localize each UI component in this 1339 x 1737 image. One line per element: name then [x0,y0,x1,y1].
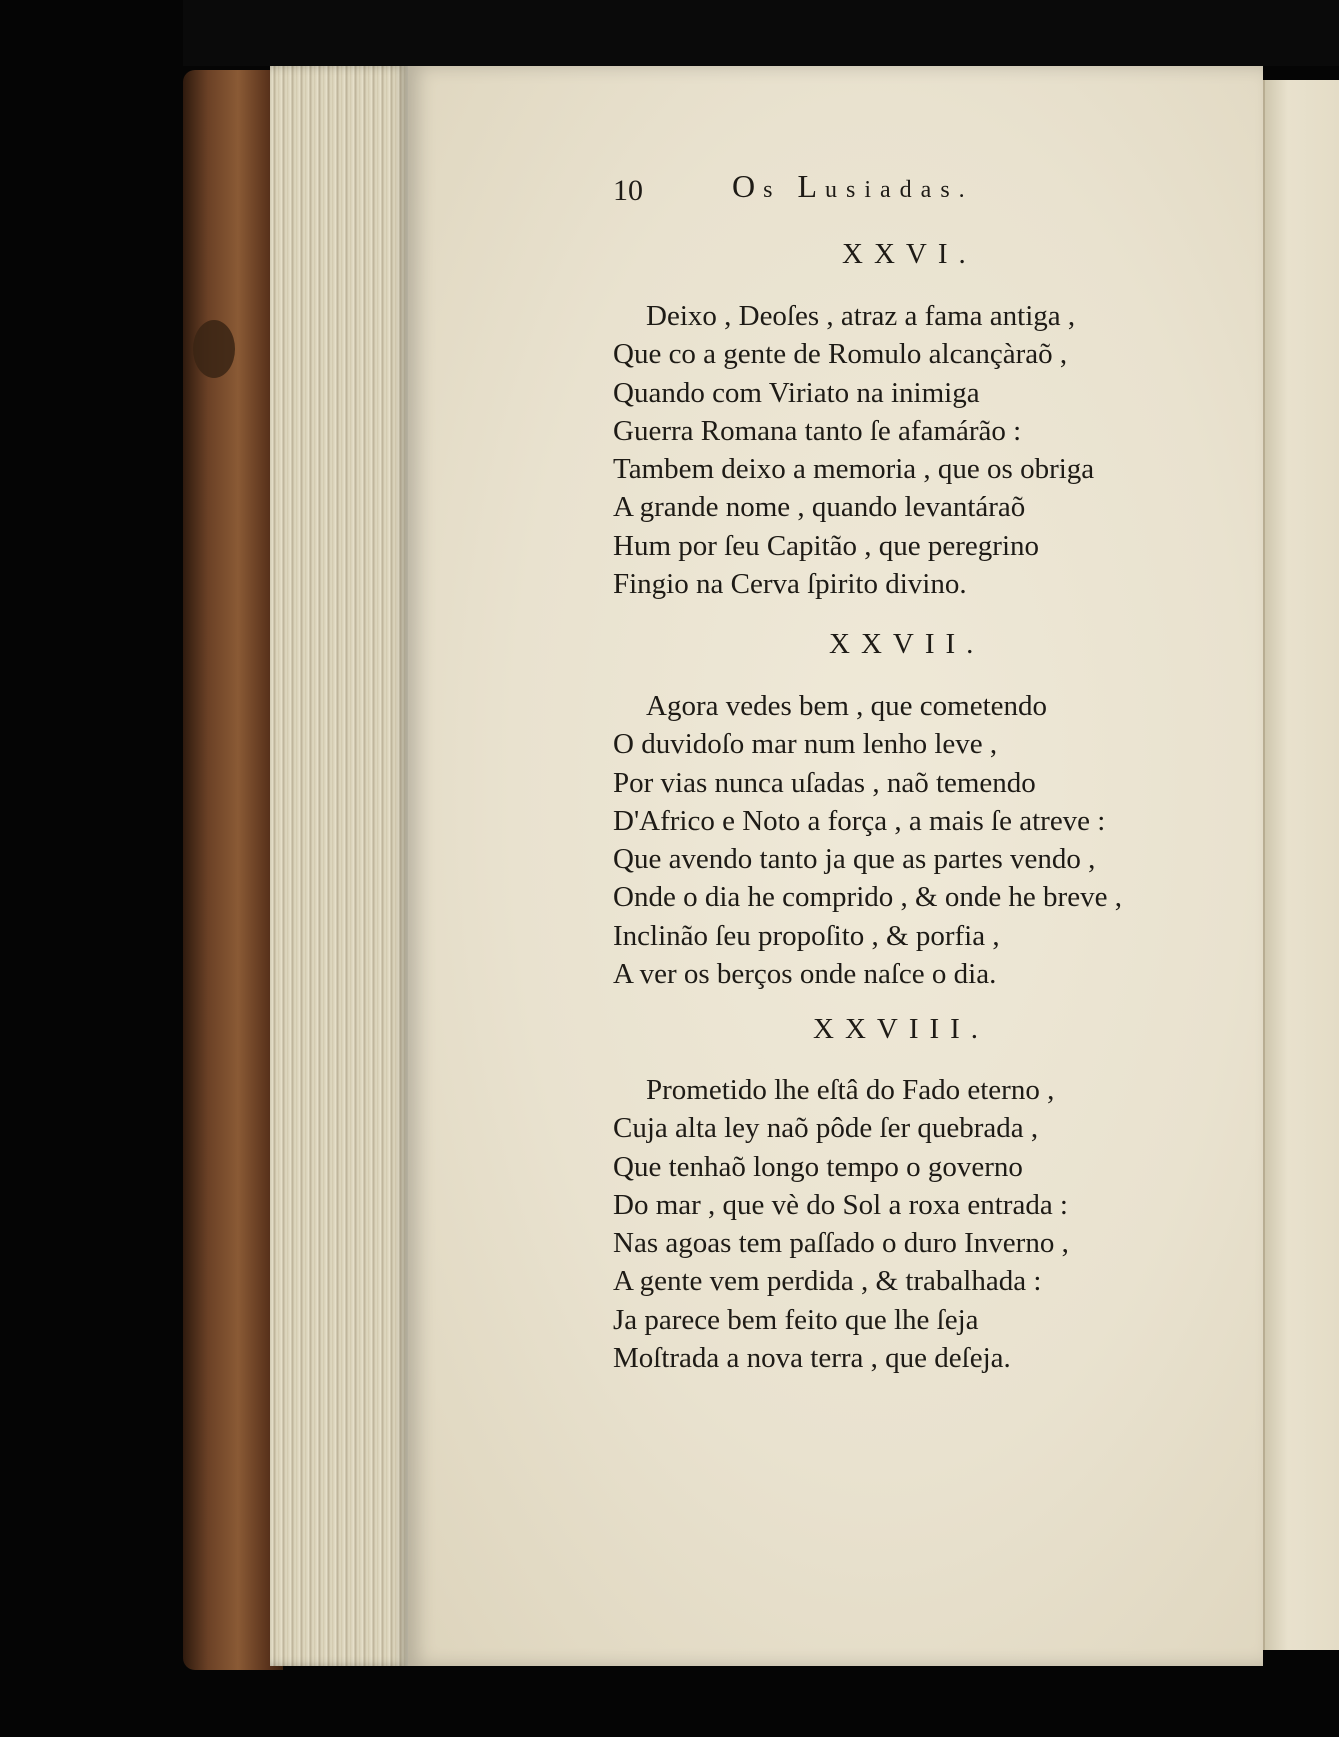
verse-line: Por vias nunca uſadas , naõ temendo [613,766,1036,799]
verse-line: A gente vem perdida , & trabalhada : [613,1265,1042,1298]
verse-line: Fingio na Cerva ſpirito divino. [613,568,967,601]
verse-line: A ver os berços onde naſce o dia. [613,958,997,991]
verse-line: Onde o dia he comprido , & onde he breve , [613,881,1122,914]
page-stack-edge [270,66,408,1666]
stanza-text [613,687,1122,993]
title-rest-usiadas: usiadas. [825,177,974,203]
book-cover-edge [183,70,283,1670]
verse-line: Cuja alta ley naõ pôde ſer quebrada , [613,1112,1039,1145]
stanza-text [613,1071,1069,1377]
verse-line: Prometido lhe eſtâ do Fado eterno , [646,1074,1055,1106]
verse-line: Ja parece bem feito que lhe ſeja [613,1303,979,1336]
verse-line: Moſtrada a nova terra , que deſeja. [613,1342,1011,1375]
verse-line: Agora vedes bem , que cometendo [646,690,1048,722]
verse-line: O duvidoſo mar num lenho leve , [613,728,998,761]
stanza-number: XXVII. [829,628,985,660]
page-number: 10 [613,174,643,207]
verse-line: Do mar , que vè do Sol a roxa entrada : [613,1188,1068,1221]
verse-line: Tambem deixo a memoria , que os obriga [613,453,1095,486]
verse-line: Que co a gente de Romulo alcançàraõ , [613,338,1068,371]
running-title [732,167,974,209]
verse-line: Quando com Viriato na inimiga [613,376,980,409]
verse-line: Que tenhaõ longo tempo o governo [613,1150,1023,1183]
verse-line: Hum por ſeu Capitão , que peregrino [613,529,1040,562]
cover-stain [193,320,235,378]
facing-page-edge [1263,80,1339,1650]
background-top [183,0,1339,66]
title-rest-s: s [763,177,782,203]
verse-line: Nas agoas tem paſſado o duro Inverno , [613,1227,1069,1260]
verse-line: D'Africo e Noto a força , a mais ſe atreve : [613,804,1106,837]
verse-line: Que avendo tanto ja que as partes vendo , [613,843,1096,876]
verse-line: A grande nome , quando levantáraõ [613,491,1026,524]
title-initial-o: O [732,168,764,204]
verse-line: Inclinão ſeu propoſito , & porfia , [613,919,1000,952]
stanza-text [613,297,1094,603]
title-initial-l: L [797,168,825,204]
stanza-number: XXVI. [842,238,977,270]
verse-line: Deixo , Deoſes , atraz a fama antiga , [646,300,1076,332]
stanza-number: XXVIII. [813,1013,990,1045]
verse-line: Guerra Romana tanto ſe afamárão : [613,414,1022,447]
